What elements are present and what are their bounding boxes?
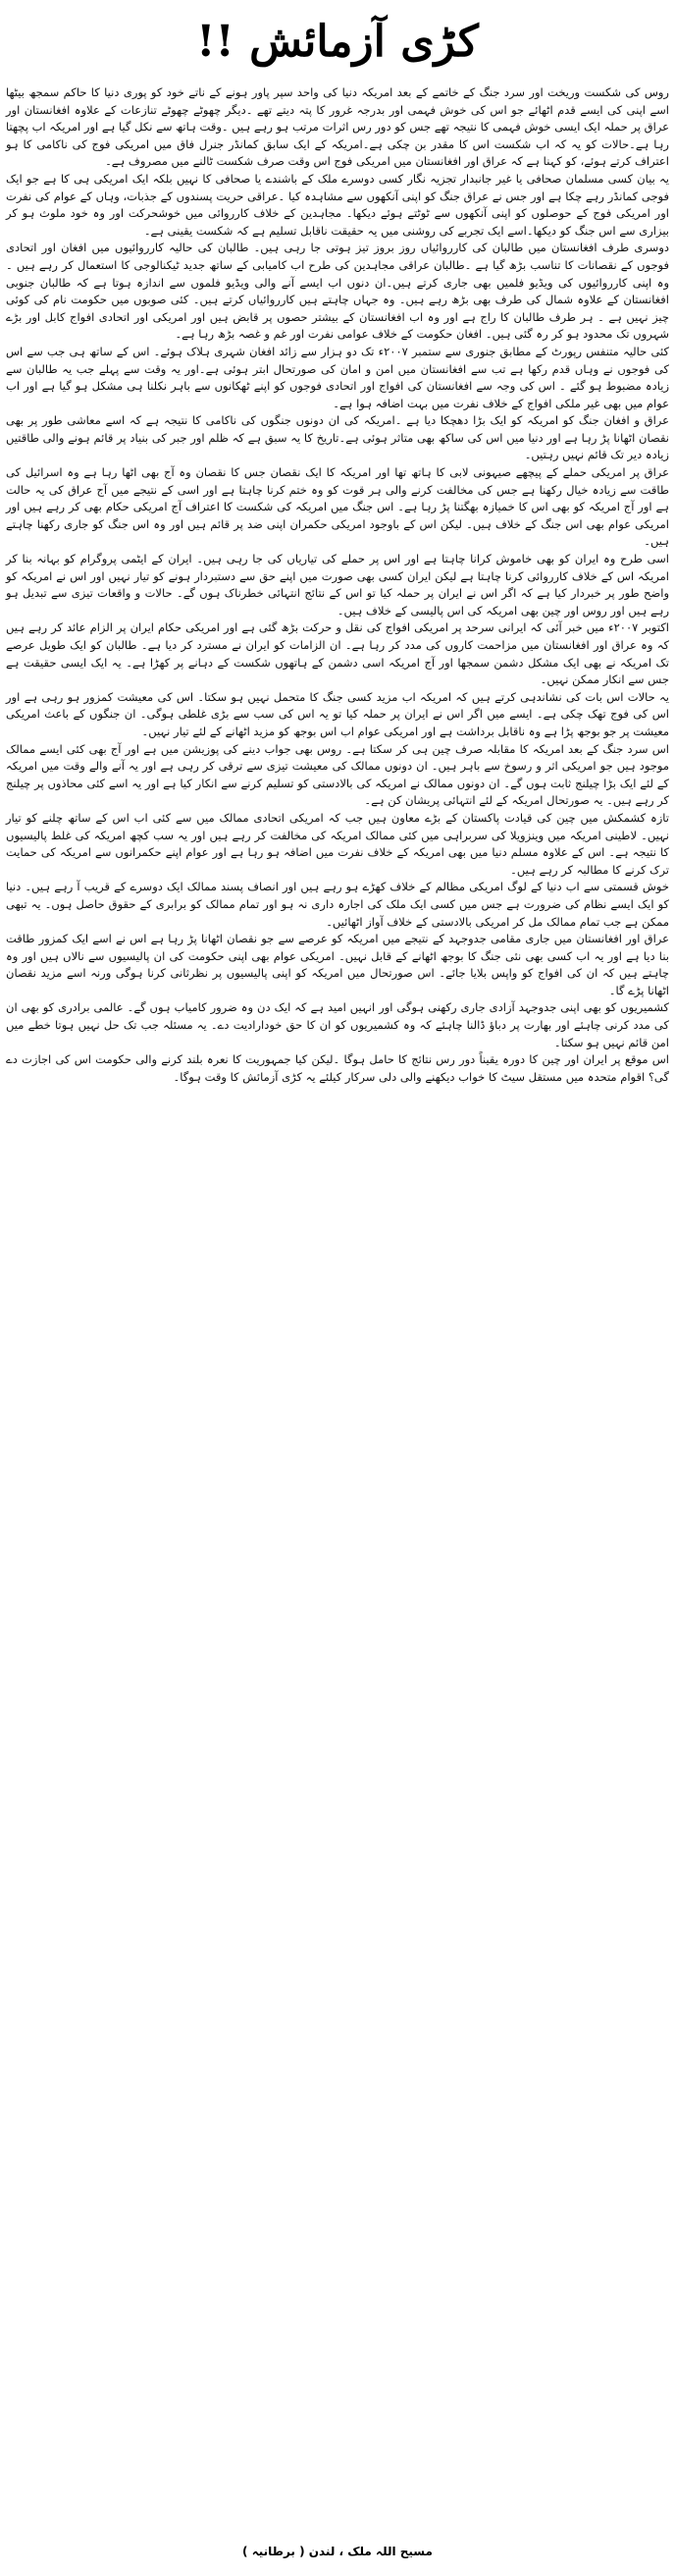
paragraph: کئی حالیہ متنفس رپورٹ کے مطابق جنوری سے ستمبر ۲۰۰۷ء تک دو ہزار سے زائد افغان شہری ہلاک ہوئے۔ اس کے ساتھ ہی جب سے اس کی فوجوں نے وہاں قدم رکھا ہے تب سے افغانستان میں امن و امان کی صورتحال ابتر ہوئی ہے۔اور یہ وقت سے پہلے جب یہ طالبان سے زیادہ مضبوط ہو گئے ۔ اس کی وجہ سے افغانستان کی افواج اور اتحادی فوجوں کو اپنے ٹھکانوں سے باہر نکلنا ہی مشکل ہو گیا ہے اور اب عوام میں بھی غیر ملکی افواج کے خلاف نفرت میں بہت اضافہ ہوا ہے۔ [6, 344, 669, 410]
paragraph: کشمیریوں کو بھی اپنی جدوجہد آزادی جاری رکھنی ہوگی اور انہیں امید ہے کہ ایک دن وہ ضرور کامیاب ہوں گے۔ عالمی برادری کو بھی ان کی مدد کرنی چاہئے اور بھارت پر دباؤ ڈالنا چاہئے کہ وہ کشمیریوں کو ان کا حق خودارادیت دے۔ یہ مسئلہ جب تک حل نہیں ہوتا خطے میں امن قائم نہیں ہو سکتا۔ [6, 1000, 669, 1049]
article-title: کڑی آزمائش !! [196, 17, 479, 67]
paragraph: یہ حالات اس بات کی نشاندہی کرتے ہیں کہ امریکہ اب مزید کسی جنگ کا متحمل نہیں ہو سکتا۔ اس کی معیشت کمزور ہو رہی ہے اور اس کی فوج تھک چکی ہے۔ ایسے میں اگر اس نے ایران پر حملہ کیا تو یہ اس کی سب سے بڑی غلطی ہوگی۔ ان جنگوں کے باعث امریکی معیشت پر جو بوجھ پڑا ہے وہ ناقابل برداشت ہے اور امریکی عوام اب اس بوجھ کو مزید اٹھانے کے لئے تیار نہیں۔ [6, 689, 669, 738]
paragraph: اس موقع پر ایران اور چین کا دورہ یقیناً دور رس نتائج کا حامل ہوگا ۔لیکن کیا جمہوریت کا نعرہ بلند کرنے والی حکومت اس کی اجازت دے گی؟ اقوام متحدہ میں مستقل سیٹ کا خواب دیکھنے والی دلی سرکار کیلئے یہ کڑی آزمائش کا وقت ہوگا۔ [6, 1052, 669, 1084]
paragraph: تازہ کشمکش میں چین کی قیادت پاکستان کے بڑے معاون ہیں جب کہ امریکی اتحادی ممالک میں سے کئی اب اس کے ساتھ چلنے کو تیار نہیں۔ لاطینی امریکہ میں وینزویلا کی سربراہی میں کئی ممالک امریکہ کی مخالفت کر رہے ہیں اور یہ سب کچھ امریکہ کی غلط پالیسیوں کا نتیجہ ہے۔ اس کے علاوہ مسلم دنیا میں بھی امریکہ کے خلاف نفرت میں اضافہ ہو رہا ہے اور عوام اپنے حکمرانوں سے امریکہ کی حمایت ترک کرنے کا مطالبہ کر رہے ہیں۔ [6, 810, 669, 877]
paragraph: خوش قسمتی سے اب دنیا کے لوگ امریکی مظالم کے خلاف کھڑے ہو رہے ہیں اور انصاف پسند ممالک ایک دوسرے کے قریب آ رہے ہیں۔ دنیا کو ایک ایسے نظام کی ضرورت ہے جس میں کسی ایک ملک کی اجارہ داری نہ ہو اور تمام ممالک کو برابری کے حقوق حاصل ہوں۔ یہ تبھی ممکن ہے جب تمام ممالک مل کر امریکی بالادستی کے خلاف آواز اٹھائیں۔ [6, 880, 669, 929]
paragraph: عراق و افغان جنگ کو امریکہ کو ایک بڑا دھچکا دیا ہے ۔امریکہ کی ان دونوں جنگوں کی ناکامی کا نتیجہ ہے کہ اسے معاشی طور پر بھی نقصان اٹھانا پڑ رہا ہے اور دنیا میں اس کی ساکھ بھی متاثر ہوئی ہے۔تاریخ کا یہ سبق ہے کہ ظلم اور جبر کی بنیاد پر قائم ہونے والی طاقتیں زیادہ دیر تک قائم نہیں رہتیں۔ [6, 413, 669, 462]
article-body [6, 84, 669, 1086]
paragraph: یہ بیان کسی مسلمان صحافی یا غیر جانبدار تجزیہ نگار کسی دوسرے ملک کے باشندے یا صحافی کا نہیں بلکہ ایک امریکی ہی کا ہے جو ایک فوجی کمانڈر رہے چکا ہے اور جس نے عراق جنگ کو اپنی آنکھوں سے مشاہدہ کیا ۔عراقی حریت پسندوں کے جذبات، وہاں کے عوام کی نفرت اور امریکی فوج کے حوصلوں کو اپنی آنکھوں سے ٹوٹتے ہوئے دیکھا۔ مجاہدین کے خلاف کارروائی میں خوشحرکت اور وہ خود ملوث ہو کر بیزاری سے اس جنگ کو دیکھا۔اسے ایک تجربے کی روشنی میں یہ حقیقت ناقابل تسلیم ہے کہ شکست یقینی ہے۔ [6, 171, 669, 238]
paragraph: عراق اور افغانستان میں جاری مقامی جدوجہد کے نتیجے میں امریکہ کو عرصے سے جو نقصان اٹھانا پڑ رہا ہے اس نے اسے ایک کمزور طاقت بنا دیا ہے اور یہ اب کسی بھی نئی جنگ کا بوجھ اٹھانے کے قابل نہیں۔ امریکی عوام بھی اپنی حکومت کی ان پالیسیوں سے نالاں ہیں اور وہ چاہتے ہیں کہ ان کی افواج کو واپس بلایا جائے۔ اس صورتحال میں امریکہ کو اپنی پالیسیوں پر نظرثانی کرنا ہوگی ورنہ اسے مزید نقصان اٹھانا پڑے گا۔ [6, 932, 669, 997]
paragraph: عراق پر امریکی حملے کے پیچھے صیہونی لابی کا ہاتھ تھا اور امریکہ کا ایک نقصان جس کا نقصان وہ آج بھی اٹھا رہا ہے وہ اسرائیل کی طاقت سے زیادہ خیال رکھنا ہے جس کی مخالفت کرنے والی ہر قوت کو وہ ختم کرنا چاہتا ہے اور اسی کے نتیجے میں آج عراق کی یہ حالت ہے اور آج امریکہ کو بھی اس کا خمیازہ بھگتنا پڑ رہا ہے۔ اس جنگ میں امریکہ کی شکست کا اعتراف آج امریکی حکام بھی کر رہے ہیں اور امریکی عوام بھی اس جنگ کے خلاف ہیں۔ لیکن اس کے باوجود امریکی حکمران اپنی ضد پر قائم ہیں اور وہ اس جنگ کو جاری رکھنا چاہتے ہیں۔ [6, 465, 669, 549]
paragraph: روس کی شکست وریخت اور سرد جنگ کے خاتمے کے بعد امریکہ دنیا کی واحد سپر پاور ہونے کے ناتے خود کو پوری دنیا کا حاکم سمجھ بیٹھا اسے اپنی کی ایسے قدم اٹھائے جو اس کی خوش فہمی اور بدرجہ غرور کا پتہ دیتے تھے ۔دیگر چھوٹے چھوٹے تنازعات کے علاوہ افغانستان اور عراق پر حملہ ایک ایسی خوش فہمی کا نتیجہ تھے جس کو دور رس اثرات مرتب ہو رہے ہیں ۔وقت ہاتھ سے نکل گیا ہے اور امریکہ اب پچھتا رہا ہے۔حالات کو یہ کہ اب شکست اس کا مقدر بن چکی ہے۔امریکہ کے ایک سابق کمانڈر جنرل فاق میں امریکی فوج کی ناکامی کا ہو اعتراف کرتے ہوئے، کو کہنا ہے کہ عراق اور افغانستان میں امریکی فوج اس وقت صرف شکست ٹالنے میں مصروف ہے۔ [6, 85, 669, 169]
paragraph: دوسری طرف افغانستان میں طالبان کی کارروائیاں روز بروز تیز ہوتی جا رہی ہیں۔ طالبان کی حالیہ کارروائیوں میں افغان اور اتحادی فوجوں کے نقصانات کا تناسب بڑھ گیا ہے ۔طالبان عراقی مجاہدین کی طرح اب کامیابی کے ساتھ جدید ٹیکنالوجی کا استعمال کر رہے ہیں ۔ وہ اپنی کارروائیوں کی ویڈیو فلمیں بھی جاری کرتے ہیں۔ان دنوں اب ایسے آنے والی ویڈیو فلموں سے اندازہ ہوتا ہے کہ طالبان جنوبی افغانستان کے علاوہ شمال کی طرف بھی بڑھ رہے ہیں۔ وہ جہاں چاہتے ہیں کارروائیاں کرتے ہیں۔ کئی صوبوں میں حکومت نام کی کوئی چیز نہیں ہے ۔ ہر طرف طالبان کا راج ہے اور وہ اب افغانستان کے بیشتر حصوں پر قابض ہیں اور امریکی اور اتحادی افواج کابل اور بڑے شہروں تک محدود ہو کر رہ گئی ہیں۔ افغان حکومت کے خلاف عوامی نفرت اور غم و غصہ بڑھ رہا ہے۔ [6, 241, 669, 342]
paragraph: اس سرد جنگ کے بعد امریکہ کا مقابلہ صرف چین ہی کر سکتا ہے۔ روس بھی جواب دینے کی پوزیشن میں ہے اور آج بھی کئی ایسے ممالک موجود ہیں جو امریکی اثر و رسوخ سے باہر ہیں۔ ان دونوں ممالک کی معیشت تیزی سے ترقی کر رہی ہے اور یہ آنے والے وقت میں امریکہ کے لئے ایک بڑا چیلنج ثابت ہوں گے۔ ان دونوں ممالک نے امریکہ کی بالادستی کو تسلیم کرنے سے انکار کیا ہے اور یہ اسے کئی محاذوں پر چیلنج کر رہے ہیں۔ یہ صورتحال امریکہ کے لئے انتہائی پریشان کن ہے۔ [6, 741, 669, 808]
article-byline: مسیح اللہ ملک ، لندن ( برطانیہ ) [242, 2545, 433, 2558]
paragraph: اسی طرح وہ ایران کو بھی خاموش کرانا چاہتا ہے اور اس پر حملے کی تیاریاں کی جا رہی ہیں۔ ایران کے ایٹمی پروگرام کو بہانہ بنا کر امریکہ اس کے خلاف کارروائی کرنا چاہتا ہے لیکن ایران کسی بھی صورت میں اپنے حق سے دستبردار ہونے کو تیار نہیں اور اس نے امریکہ کو واضح طور پر خبردار کیا ہے کہ اگر اس نے ایران پر حملہ کیا تو اس کے نتائج انتہائی خطرناک ہوں گے۔ حالات و واقعات تیزی سے تبدیل ہو رہے ہیں اور روس اور چین بھی امریکہ کی اس پالیسی کے خلاف ہیں۔ [6, 552, 669, 617]
paragraph: اکتوبر ۲۰۰۷ء میں خبر آئی کہ ایرانی سرحد پر امریکی افواج کی نقل و حرکت بڑھ گئی ہے اور امریکی حکام ایران پر الزام عائد کر رہے ہیں کہ وہ عراق اور افغانستان میں مزاحمت کاروں کی مدد کر رہا ہے۔ ان الزامات کو ایران نے مسترد کر دیا ہے۔ طالبان کو ایک طویل عرصے تک امریکہ نے بھی ایک مشکل دشمن سمجھا اور آج امریکہ اسی دشمن کے ہاتھوں شکست کے دہانے پر کھڑا ہے۔ یہ ایک ایسی حقیقت ہے جس سے انکار ممکن نہیں۔ [6, 620, 669, 687]
